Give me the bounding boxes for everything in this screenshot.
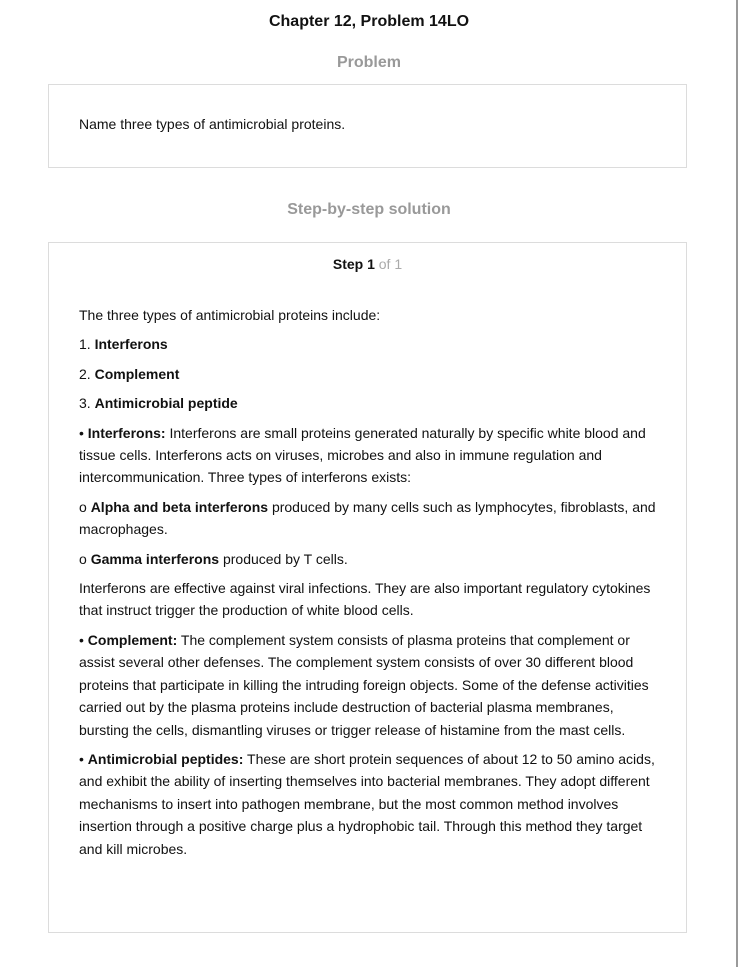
list-item xyxy=(79,363,656,385)
complement-paragraph xyxy=(79,629,656,741)
sub-marker: o xyxy=(79,550,87,567)
list-number: 2. xyxy=(79,365,91,382)
interferons-term: Interferons: xyxy=(87,424,166,441)
alpha-beta-text: produced by many cells such as lymphocytes, fibroblasts, and macrophages. xyxy=(79,498,656,538)
list-number: 3. xyxy=(79,395,91,412)
list-item xyxy=(79,333,656,355)
complement-term: Complement: xyxy=(87,631,178,648)
solution-card xyxy=(48,242,687,933)
solution-content xyxy=(79,304,656,860)
bullet: • xyxy=(79,631,84,648)
interferons-summary: Interferons are effective against viral infections. They are also important regulatory cytokines that instruct trigger the production of white blood cells. xyxy=(79,580,651,619)
gamma-term: Gamma interferons xyxy=(90,550,220,567)
problem-text: Name three types of antimicrobial proteins. xyxy=(79,116,346,132)
list-number: 1. xyxy=(79,336,91,353)
interferons-text: Interferons are small proteins generated naturally by specific white blood and tissue cells. Interferons acts on viruses, microbes and also in immune regulation and intercommunication. Three types of interferons exists: xyxy=(79,424,646,486)
peptides-term: Antimicrobial peptides: xyxy=(87,750,244,767)
peptides-text: These are short protein sequences of about 12 to 50 amino acids, and exhibit the ability of inserting themselves into bacterial membranes. They adopt different mechanisms to insert into pathogen membrane, but the most common method involves insertion through a positive charge plus a hydrophobic tail. Through this method they target and kill microbes. xyxy=(79,750,655,857)
page-title: Chapter 12, Problem 14LO xyxy=(268,13,470,30)
interferons-paragraph xyxy=(79,422,656,489)
problem-heading: Problem xyxy=(336,54,401,71)
step-label: Step 1 xyxy=(332,256,375,272)
alpha-beta-paragraph xyxy=(79,496,656,541)
list-term: Complement xyxy=(94,365,180,382)
solution-heading: Step-by-step solution xyxy=(287,201,451,218)
list-term: Interferons xyxy=(94,336,168,353)
step-total: of 1 xyxy=(378,256,403,272)
alpha-beta-term: Alpha and beta interferons xyxy=(90,498,269,515)
gamma-paragraph xyxy=(79,548,656,570)
complement-text: The complement system consists of plasma proteins that complement or assist several other defenses. The complement system consists of over 30 different blood proteins that participate in killing the intruding foreign objects. Some of the defense activities carried out by the plasma proteins include destruction of bacterial plasma membranes, bursting the cells, dismantling viruses or trigger release of histamine from the mast cells. xyxy=(79,631,649,738)
bullet: • xyxy=(79,424,84,441)
peptides-paragraph xyxy=(79,748,656,860)
bullet: • xyxy=(79,750,84,767)
list-term: Antimicrobial peptide xyxy=(94,395,238,412)
sub-marker: o xyxy=(79,498,87,515)
gamma-text: produced by T cells. xyxy=(222,550,348,567)
step-indicator xyxy=(79,255,656,273)
problem-card xyxy=(48,84,687,168)
intro-text: The three types of antimicrobial proteins include: xyxy=(79,307,381,323)
list-item xyxy=(79,392,656,414)
